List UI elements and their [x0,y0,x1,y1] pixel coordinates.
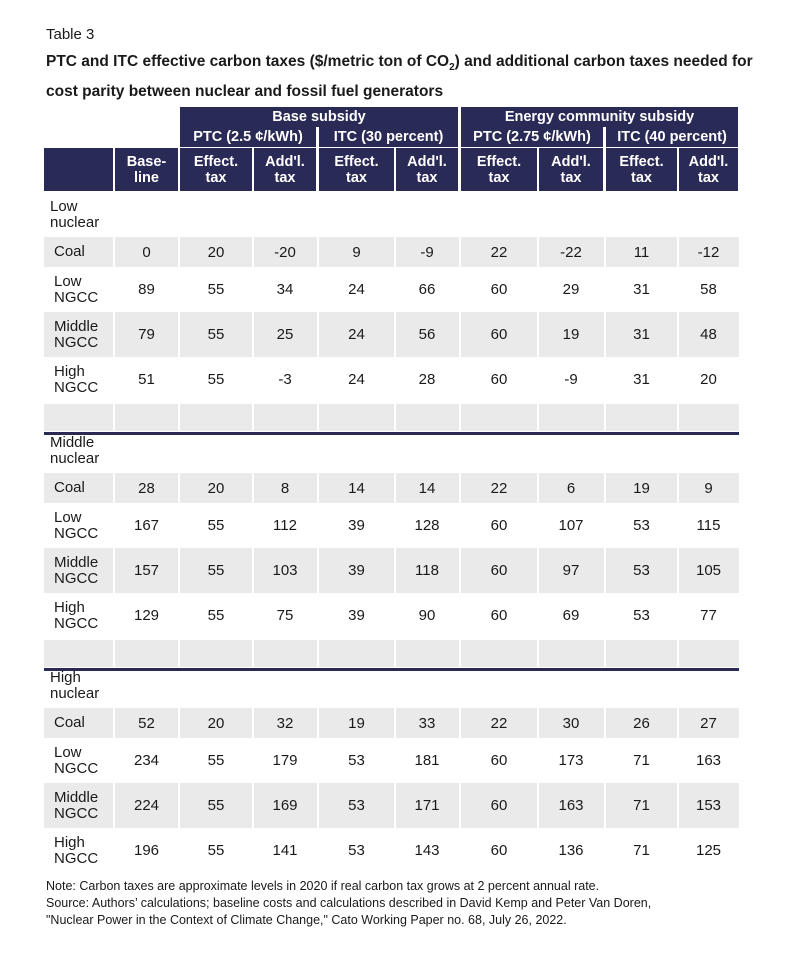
row-label: Middle NGCC [54,553,99,587]
column-header-ptc-base-addl: Add'l. tax [254,148,316,191]
table-row [44,503,739,548]
column-divider [113,783,115,828]
column-divider [252,473,254,503]
column-divider [394,708,396,738]
table-cell: 22 [490,714,508,732]
subgroup-itc-energy: ITC (40 percent) [606,127,738,147]
column-divider [252,548,254,593]
table-row [44,783,739,828]
table-cell: 90 [418,607,436,624]
column-divider [317,708,319,738]
table-cell: 141 [272,842,298,859]
table-cell: -3 [278,371,292,388]
table-cell: 234 [133,752,160,769]
table-cell: 125 [695,842,722,859]
column-divider [394,783,396,828]
column-divider [394,312,396,357]
column-divider [537,312,539,357]
table-cell: 224 [133,797,160,814]
table-cell: 55 [207,371,225,388]
row-label: High NGCC [54,362,99,396]
column-divider [178,404,180,431]
row-label: Low NGCC [54,272,99,306]
table-cell: 71 [633,752,650,769]
table-cell: 136 [558,842,584,859]
table-cell: 33 [418,714,436,732]
table-cell: 25 [276,326,294,343]
table-cell: 71 [633,797,650,814]
column-divider [459,404,461,431]
table-cell: 53 [633,607,650,624]
table-cell: 53 [348,752,365,769]
table-cell: 60 [490,607,508,624]
table-cell: 97 [562,562,580,579]
table-cell: 105 [695,562,722,579]
table-cell: 169 [272,797,298,814]
column-divider [537,783,539,828]
table-cell: 48 [700,326,717,343]
column-divider [178,708,180,738]
table-cell: 22 [490,243,508,261]
table-cell: 128 [414,517,440,534]
row-label: Coal [54,243,85,260]
row-label: Low NGCC [54,743,99,777]
column-divider [317,548,319,593]
table-cell: 69 [562,607,580,624]
table-cell: 51 [138,371,155,388]
table-cell: 107 [558,517,584,534]
column-divider [459,548,461,593]
row-label: Middle NGCC [54,788,99,822]
table-cell: 9 [352,243,361,261]
table-cell: 14 [418,479,436,497]
table-cell: 55 [207,797,225,814]
row-label: High NGCC [54,833,99,867]
table-cell: 19 [348,714,365,732]
column-divider [537,548,539,593]
column-divider [459,237,461,267]
column-divider [113,640,115,667]
table-cell: 26 [633,714,650,732]
row-label: Middle NGCC [54,317,99,351]
column-divider [317,473,319,503]
column-header-itc-base-addl: Add'l. tax [396,148,458,191]
table-cell: 39 [348,607,365,624]
row-label: Coal [54,714,85,731]
table-cell: 55 [207,752,225,769]
section-label: Low nuclear [50,198,100,231]
table-cell: 157 [133,562,160,579]
column-divider [537,640,539,667]
table-row [44,548,739,593]
table-cell: 66 [418,281,436,298]
table-cell: 196 [133,842,160,859]
table-cell: 143 [414,842,440,859]
table-cell: 129 [133,607,160,624]
column-divider [113,708,115,738]
table-cell: 28 [138,479,155,497]
column-header-itc-energy-effect: Effect. tax [606,148,677,191]
column-divider [178,473,180,503]
column-divider [113,237,115,267]
table-cell: 75 [276,607,294,624]
section-divider [44,432,739,435]
table-cell: 77 [700,607,717,624]
group-header-energy: Energy community subsidy [461,107,738,127]
column-divider [394,548,396,593]
row-label: Coal [54,479,85,496]
column-divider [394,640,396,667]
section-divider [44,668,739,671]
table-cell: 60 [490,752,508,769]
table-notes [46,878,786,929]
column-divider [178,640,180,667]
table-cell: 32 [276,714,294,732]
column-header-ptc-energy-effect: Effect. tax [461,148,537,191]
table-cell: 55 [207,517,225,534]
column-divider [113,473,115,503]
table-cell: 55 [207,281,225,298]
table-cell: 30 [562,714,580,732]
table-cell: 31 [633,281,650,298]
table-cell: 27 [700,714,717,732]
column-divider [677,404,679,431]
table-cell: 60 [490,562,508,579]
table-cell: 39 [348,517,365,534]
table-cell: 60 [490,842,508,859]
column-divider [317,237,319,267]
table-cell: 60 [490,281,508,298]
column-divider [394,404,396,431]
column-divider [537,708,539,738]
table-cell: 34 [276,281,294,298]
column-header-ptc-energy-addl: Add'l. tax [539,148,603,191]
table-cell: 163 [695,752,722,769]
column-divider [317,312,319,357]
column-divider [394,473,396,503]
column-divider [113,548,115,593]
column-divider [677,473,679,503]
table-cell: 29 [562,281,580,298]
column-divider [604,404,606,431]
column-divider [677,312,679,357]
column-divider [178,783,180,828]
column-divider [317,640,319,667]
column-divider [113,404,115,431]
column-header-itc-base-effect: Effect. tax [319,148,394,191]
table-row [44,312,739,357]
column-divider [604,312,606,357]
table-cell: 53 [348,797,365,814]
table-row [44,357,739,402]
table-cell: 52 [138,714,155,732]
table-title: PTC and ITC effective carbon taxes ($/metric ton of $CO_2$) and additional carbon taxes needed for cost parity between nuclear and fossil fuel generators [46,53,753,101]
column-divider [604,473,606,503]
source-line: Source: Authors’ calculations; baseline costs and calculations described in David Kemp and Peter Van Doren, [46,896,652,910]
table-cell: 58 [700,281,717,298]
table-cell: 31 [633,371,650,388]
column-divider [113,312,115,357]
column-divider [178,312,180,357]
table-cell: 60 [490,371,508,388]
table-cell: 56 [418,326,436,343]
table-cell: 39 [348,562,365,579]
table-cell: 20 [207,243,225,261]
table-cell: 28 [418,371,436,388]
column-divider [178,237,180,267]
column-divider [604,640,606,667]
table-cell: 11 [633,243,650,261]
column-divider [459,312,461,357]
table-cell: 55 [207,607,225,624]
subgroup-itc-base: ITC (30 percent) [319,127,458,147]
table-label: Table 3 [46,26,95,43]
column-divider [459,640,461,667]
column-divider [252,640,254,667]
table-cell: 79 [138,326,155,343]
table-cell: 20 [700,371,717,388]
table-cell: 60 [490,517,508,534]
subgroup-ptc-energy: PTC (2.75 ¢/kWh) [461,127,603,147]
table-row [44,708,739,738]
table-cell: 53 [633,562,650,579]
column-divider [604,708,606,738]
table-row [44,738,739,783]
table-cell: 24 [348,326,365,343]
table-cell: 89 [138,281,155,298]
column-header-label [44,148,113,191]
table-cell: 103 [272,562,298,579]
column-divider [604,548,606,593]
table-cell: 71 [633,842,650,859]
spacer-row [44,640,739,667]
column-divider [677,783,679,828]
table-cell: 53 [633,517,650,534]
table-cell: 153 [695,797,722,814]
column-divider [604,237,606,267]
column-header-baseline: Base- line [115,148,178,191]
table-cell: -20 [274,243,296,261]
table-cell: 22 [490,479,508,497]
table-cell: 24 [348,371,365,388]
column-divider [459,473,461,503]
table-cell: 20 [207,479,225,497]
spacer-row [44,404,739,431]
table-cell: -12 [697,243,720,261]
column-divider [252,404,254,431]
column-divider [537,237,539,267]
table-cell: 31 [633,326,650,343]
table-row [44,473,739,503]
table-row [44,237,739,267]
column-divider [537,404,539,431]
section-label: High nuclear [50,669,100,702]
table-cell: 167 [133,517,160,534]
table-cell: 6 [566,479,576,497]
column-divider [604,783,606,828]
subgroup-ptc-base: PTC (2.5 ¢/kWh) [180,127,316,147]
row-label: High NGCC [54,598,99,632]
table-cell: 179 [272,752,298,769]
column-divider [317,404,319,431]
table-cell: 19 [562,326,580,343]
table-cell: 115 [696,517,721,534]
table-cell: 14 [348,479,365,497]
column-divider [677,708,679,738]
column-divider [252,237,254,267]
table-cell: 171 [414,797,440,814]
table-cell: -9 [564,371,578,388]
table-cell: -22 [560,243,582,261]
table-cell: 0 [142,243,151,261]
note-line: Note: Carbon taxes are approximate levels in 2020 if real carbon tax grows at 2 percent annual rate. [46,879,600,893]
column-divider [459,708,461,738]
table-cell: 55 [207,562,225,579]
table-cell: 8 [280,479,290,497]
section-label: Middle nuclear [50,434,100,467]
column-divider [178,548,180,593]
table-row [44,593,739,638]
table-cell: 118 [415,562,439,579]
column-divider [252,312,254,357]
table-cell: 24 [348,281,365,298]
column-header-ptc-base-effect: Effect. tax [180,148,252,191]
table-cell: 112 [273,517,297,534]
table-cell: 19 [633,479,650,497]
column-divider [394,237,396,267]
table-cell: 60 [490,326,508,343]
source-line: "Nuclear Power in the Context of Climate Change," Cato Working Paper no. 68, July 26, 2022. [46,913,567,927]
column-divider [677,548,679,593]
column-divider [459,783,461,828]
column-divider [252,708,254,738]
table-cell: 181 [414,752,440,769]
table-cell: 20 [207,714,225,732]
column-header-itc-energy-addl: Add'l. tax [679,148,738,191]
column-divider [677,640,679,667]
table-row [44,267,739,312]
table-cell: -9 [420,243,434,261]
table-cell: 9 [704,479,713,497]
row-label: Low NGCC [54,508,99,542]
table-cell: 60 [490,797,508,814]
column-divider [537,473,539,503]
table-cell: 55 [207,842,225,859]
table-cell: 173 [558,752,584,769]
column-divider [252,783,254,828]
group-header-base: Base subsidy [180,107,458,127]
column-divider [677,237,679,267]
table-cell: 163 [558,797,584,814]
table-cell: 53 [348,842,365,859]
table-row [44,828,739,873]
column-divider [317,783,319,828]
table-cell: 55 [207,326,225,343]
